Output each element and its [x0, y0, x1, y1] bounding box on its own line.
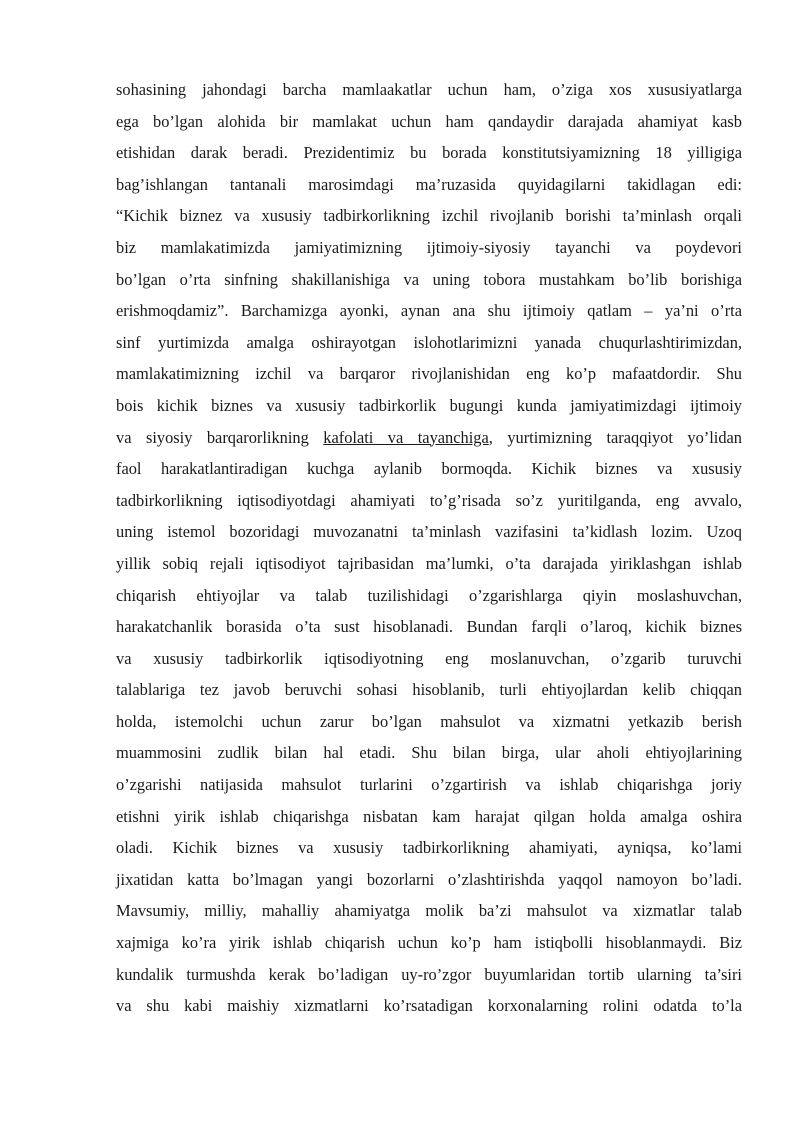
text-line: harakatchanlik borasida o’ta sust hisoblanadi. Bundan farqli o’laroq, kichik biznes [116, 617, 742, 637]
text-line: sinf yurtimizda amalga oshirayotgan islohotlarimizni yanada chuqurlashtirimizdan, [116, 332, 742, 352]
text-line: sohasining jahondagi barcha mamlaakatlar uchun ham, o’ziga xos xususiyatlarga [116, 80, 742, 99]
text-segment: va siyosiy barqarorlikning [116, 427, 324, 447]
text-line: talablariga tez javob beruvchi sohasi hisoblanib, turli ehtiyojlardan kelib chiqqan [116, 680, 742, 700]
text-line: uning istemol bozoridagi muvozanatni ta’minlash vazifasini ta’kidlash lozim. Uzoq [116, 522, 742, 542]
text-line: tadbirkorlikning iqtisodiyotdagi ahamiyati to’g’risada so’z yuritilganda, eng avvalo, [116, 490, 742, 510]
text-line: o’zgarishi natijasida mahsulot turlarini o’zgartirish va ishlab chiqarishga joriy [116, 775, 742, 795]
text-line: etishidan darak beradi. Prezidentimiz bu borada konstitutsiyamizning 18 yilligiga [116, 143, 742, 163]
text-line: ega bo’lgan alohida bir mamlakat uchun ham qandaydir darajada ahamiyat kasb [116, 111, 742, 131]
text-line: bo’lgan o’rta sinfning shakillanishiga va uning tobora mustahkam bo’lib borishiga [116, 269, 742, 289]
text-line: erishmoqdamiz”. Barchamizga ayonki, aynan ana shu ijtimoiy qatlam – ya’ni o’rta [116, 301, 742, 321]
text-line: muammosini zudlik bilan hal etadi. Shu bilan birga, ular aholi ehtiyojlarining [116, 743, 742, 763]
text-line: xajmiga ko’ra yirik ishlab chiqarish uchun ko’p ham istiqbolli hisoblanmaydi. Biz [116, 933, 742, 953]
text-line: biz mamlakatimizda jamiyatimizning ijtimoiy-siyosiy tayanchi va poydevori [116, 237, 742, 257]
text-line: etishni yirik ishlab chiqarishga nisbatan kam harajat qilgan holda amalga oshira [116, 806, 742, 826]
underlined-phrase: kafolati va tayanchiga [323, 427, 489, 447]
text-line: va shu kabi maishiy xizmatlarni ko’rsatadigan korxonalarning rolini odatda to’la [116, 996, 742, 1016]
text-line: bag’ishlangan tantanali marosimdagi ma’ruzasida quyidagilarni takidlagan edi: [116, 174, 742, 194]
text-line: oladi. Kichik biznes va xususiy tadbirkorlikning ahamiyati, ayniqsa, ko’lami [116, 838, 742, 858]
text-line-with-underline [116, 422, 742, 454]
text-line: kundalik turmushda kerak bo’ladigan uy-ro’zgor buyumlaridan tortib ularning ta’siri [116, 964, 742, 984]
text-line: yillik sobiq rejali iqtisodiyot tajribasidan ma’lumki, o’ta darajada yiriklashgan ishlab [116, 553, 742, 573]
text-line: faol harakatlantiradigan kuchga aylanib bormoqda. Kichik biznes va xususiy [116, 459, 742, 479]
text-line: mamlakatimizning izchil va barqaror rivojlanishidan eng ko’p mafaatdordir. Shu [116, 364, 742, 384]
text-line: Mavsumiy, milliy, mahalliy ahamiyatga molik ba’zi mahsulot va xizmatlar talab [116, 901, 742, 921]
text-line: “Kichik biznez va xususiy tadbirkorlikning izchil rivojlanib borishi ta’minlash orqali [116, 206, 742, 226]
body-text [116, 74, 742, 1022]
text-line: chiqarish ehtiyojlar va talab tuzilishidagi o’zgarishlarga qiyin moslashuvchan, [116, 585, 742, 605]
text-line: jixatidan katta bo’lmagan yangi bozorlarni o’zlashtirishda yaqqol namoyon bo’ladi. [116, 869, 742, 889]
text-line: bois kichik biznes va xususiy tadbirkorlik bugungi kunda jamiyatimizdagi ijtimoiy [116, 395, 742, 415]
text-line: holda, istemolchi uchun zarur bo’lgan mahsulot va xizmatni yetkazib berish [116, 711, 742, 731]
text-segment: , yurtimizning taraqqiyot yo’lidan [488, 427, 743, 447]
text-line: va xususiy tadbirkorlik iqtisodiyotning eng moslanuvchan, o’zgarib turuvchi [116, 648, 742, 668]
